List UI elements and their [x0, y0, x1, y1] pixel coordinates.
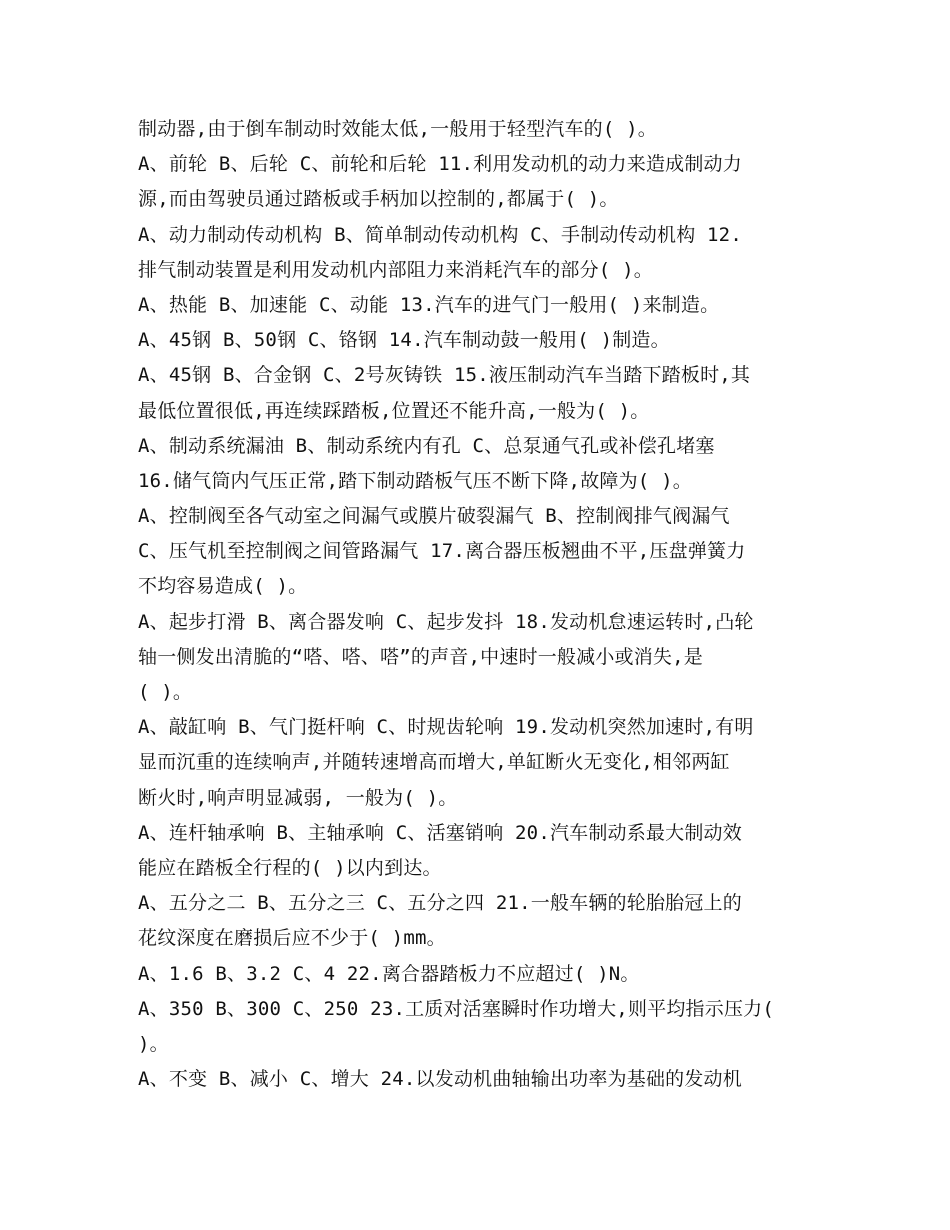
text-line: A、敲缸响 B、气门挺杆响 C、时规齿轮响 19.发动机突然加速时,有明 [138, 716, 754, 739]
text-line: 能应在踏板全行程的( )以内到达。 [138, 856, 442, 879]
text-line: 制动器,由于倒车制动时效能太低,一般用于轻型汽车的( )。 [138, 118, 657, 140]
text-line: 花纹深度在磨损后应不少于( )mm。 [138, 927, 446, 950]
text-line: A、前轮 B、后轮 C、前轮和后轮 11.利用发动机的动力来造成制动力 [138, 153, 742, 176]
text-line: A、起步打滑 B、离合器发响 C、起步发抖 18.发动机怠速运转时,凸轮 [138, 610, 754, 633]
text-line: A、1.6 B、3.2 C、4 22.离合器踏板力不应超过( )N。 [138, 962, 640, 985]
text-line: 16.储气筒内气压正常,踏下制动踏板气压不断下降,故障为( )。 [138, 469, 692, 492]
text-line: A、不变 B、减小 C、增大 24.以发动机曲轴输出功率为基础的发动机 [138, 1068, 742, 1091]
text-line: A、五分之二 B、五分之三 C、五分之四 21.一般车辆的轮胎胎冠上的 [138, 892, 742, 915]
text-line: A、连杆轴承响 B、主轴承响 C、活塞销响 20.汽车制动系最大制动效 [138, 821, 742, 844]
text-line: A、制动系统漏油 B、制动系统内有孔 C、总泵通气孔或补偿孔堵塞 [138, 434, 715, 457]
question-text-block [138, 112, 818, 1097]
text-line: A、350 B、300 C、250 23.工质对活塞瞬时作功增大,则平均指示压力( [138, 997, 774, 1020]
text-line: A、45钢 B、50钢 C、铬钢 14.汽车制动鼓一般用( )制造。 [138, 329, 670, 352]
text-line: 最低位置很低,再连续踩踏板,位置还不能升高,一般为( )。 [138, 399, 650, 422]
text-line: )。 [138, 1032, 169, 1055]
text-line: 排气制动装置是利用发动机内部阻力来消耗汽车的部分( )。 [138, 258, 653, 281]
text-line: 不均容易造成( )。 [138, 575, 308, 598]
text-line: C、压气机至控制阀之间管路漏气 17.离合器压板翘曲不平,压盘弹簧力 [138, 540, 746, 563]
text-line: ( )。 [138, 681, 193, 703]
text-line: A、控制阀至各气动室之间漏气或膜片破裂漏气 B、控制阀排气阀漏气 [138, 505, 730, 528]
text-line: 断火时,响声明显减弱, 一般为( )。 [138, 786, 458, 809]
text-line: A、45钢 B、合金钢 C、2号灰铸铁 15.液压制动汽车当踏下踏板时,其 [138, 364, 751, 387]
text-line: 源,而由驾驶员通过踏板或手柄加以控制的,都属于( )。 [138, 188, 619, 211]
text-line: 显而沉重的连续响声,并随转速增高而增大,单缸断火无变化,相邻两缸 [138, 751, 730, 774]
text-line: A、热能 B、加速能 C、动能 13.汽车的进气门一般用( )来制造。 [138, 293, 720, 316]
text-line: A、动力制动传动机构 B、简单制动传动机构 C、手制动传动机构 12. [138, 223, 742, 246]
text-line: 轴一侧发出清脆的“嗒、嗒、嗒”的声音,中速时一般减小或消失,是 [138, 645, 703, 668]
